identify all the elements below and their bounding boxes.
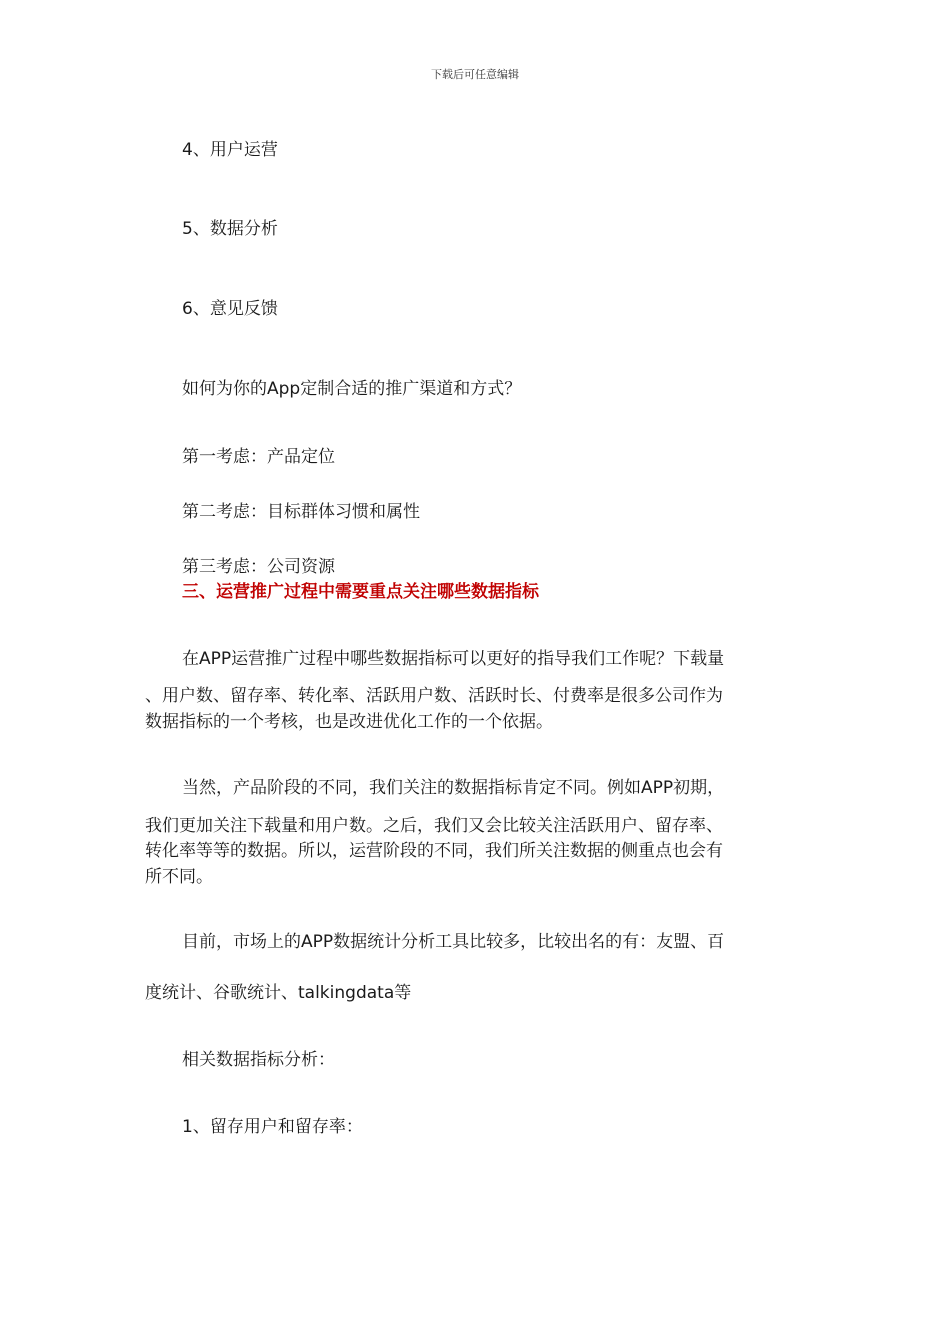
- paragraph-1-line-2: 、用户数、留存率、转化率、活跃用户数、活跃时长、付费率是很多公司作为: [145, 686, 723, 706]
- consideration-first: 第一考虑：产品定位: [182, 447, 335, 467]
- paragraph-2-line-4: 所不同。: [145, 867, 213, 887]
- paragraph-3-line-2: 度统计、谷歌统计、talkingdata等: [145, 983, 412, 1003]
- list-item-user-operation: 4、用户运营: [182, 140, 278, 160]
- paragraph-1-line-3: 数据指标的一个考核，也是改进优化工作的一个依据。: [145, 712, 553, 732]
- section-heading: 三、运营推广过程中需要重点关注哪些数据指标: [182, 582, 539, 602]
- paragraph-2-line-3: 转化率等等的数据。所以，运营阶段的不同，我们所关注数据的侧重点也会有: [145, 841, 723, 861]
- paragraph-3-line-1: 目前，市场上的APP数据统计分析工具比较多，比较出名的有：友盟、百: [182, 932, 725, 952]
- analysis-label: 相关数据指标分析：: [182, 1050, 335, 1070]
- question-line: 如何为你的App定制合适的推广渠道和方式？: [182, 379, 522, 399]
- consideration-third: 第三考虑：公司资源: [182, 557, 335, 577]
- paragraph-2-line-1: 当然，产品阶段的不同，我们关注的数据指标肯定不同。例如APP初期，: [182, 778, 725, 798]
- consideration-second: 第二考虑：目标群体习惯和属性: [182, 502, 420, 522]
- list-item-feedback: 6、意见反馈: [182, 299, 278, 319]
- page-header: 下载后可任意编辑: [431, 68, 519, 81]
- paragraph-1-line-1: 在APP运营推广过程中哪些数据指标可以更好的指导我们工作呢？下载量: [182, 649, 725, 669]
- paragraph-2-line-2: 我们更加关注下载量和用户数。之后，我们又会比较关注活跃用户、留存率、: [145, 816, 723, 836]
- list-item-data-analysis: 5、数据分析: [182, 219, 278, 239]
- list-item-retention: 1、留存用户和留存率：: [182, 1117, 363, 1137]
